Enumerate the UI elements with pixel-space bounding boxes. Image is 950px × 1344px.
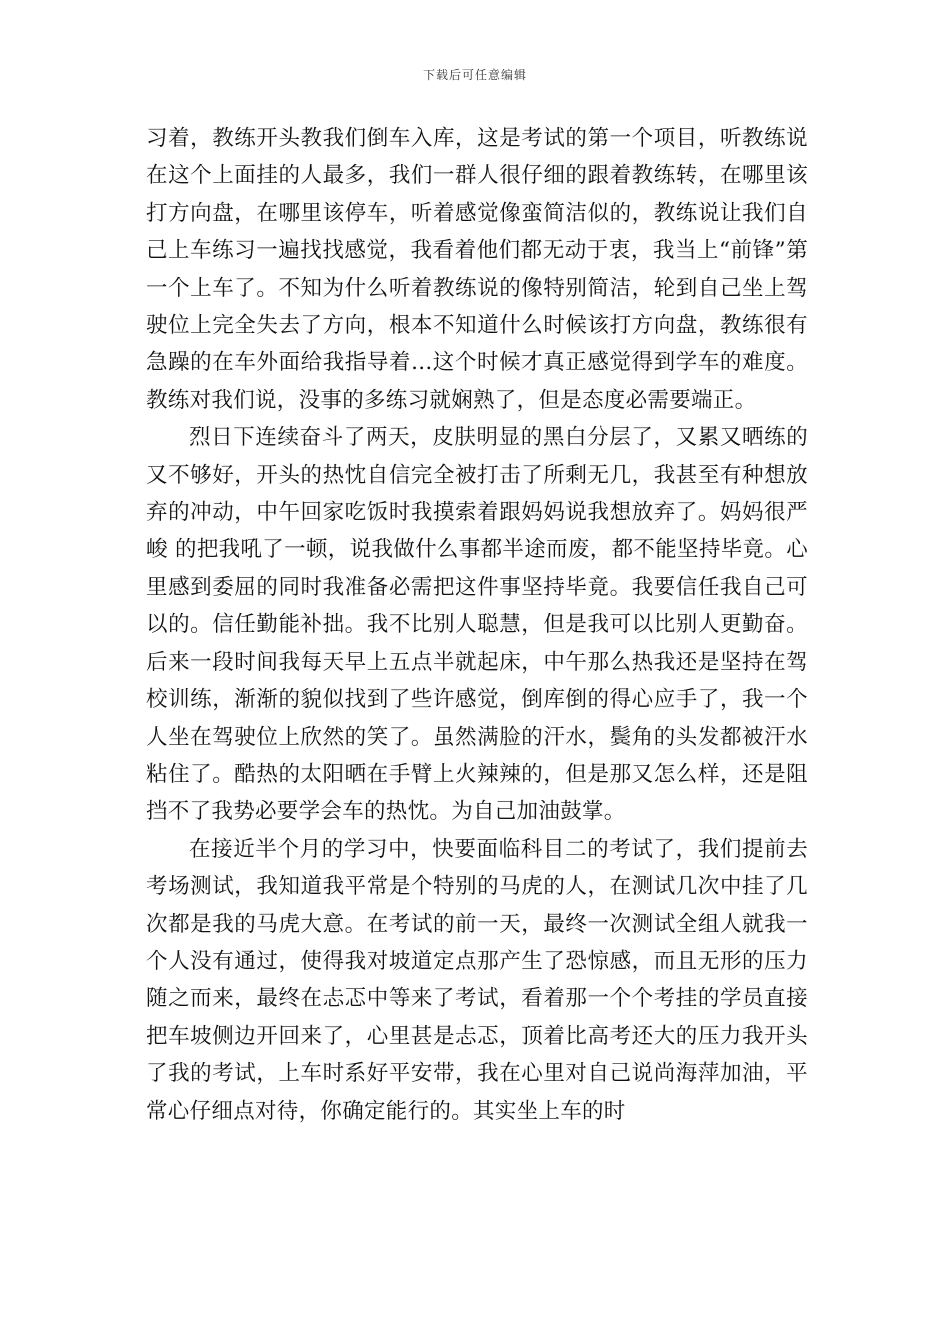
paragraph-1: 习着，教练开头教我们倒车入库，这是考试的第一个项目，听教练说在这个上面挂的人最多，我们一群人很仔细的跟着教练转，在哪里该打方向盘，在哪里该停车，听着感觉像蛮简洁似的，教练说让我们自己上车练习一遍找找感觉，我看着他们都无动于衷，我当上“前锋”第一个上车了。不知为什么听着教练说的像特别简洁，轮到自己坐上驾驶位上完全失去了方向，根本不知道什么时候该打方向盘，教练很有急躁的在车外面给我指导着...这个时候才真正感觉得到学车的难度。教练对我们说，没事的多练习就娴熟了，但是态度必需要端正。: [146, 126, 808, 413]
page-header: 下载后可任意编辑: [422, 68, 527, 82]
paragraph-2: 烈日下连续奋斗了两天，皮肤明显的黑白分层了，又累又晒练的又不够好，开头的热忱自信完全被打击了所剩无几，我甚至有种想放弃的冲动，中午回家吃饭时我摸索着跟妈妈说我想放弃了。妈妈很严峻 的把我吼了一顿，说我做什么事都半途而废，都不能坚持毕竟。心里感到委屈的同时我准备必需把这件事坚持毕竟。我要信任我自己可以的。信任勤能补拙。我不比别人聪慧，但是我可以比别人更勤奋。后来一段时间我每天早上五点半就起床，中午那么热我还是坚持在驾校训练，渐渐的貌似找到了些许感觉，倒库倒的得心应手了，我一个人坐在驾驶位上欣然的笑了。虽然满脸的汗水，鬓角的头发都被汗水粘住了。酷热的太阳晒在手臂上火辣辣的，但是那又怎么样，还是阻挡不了我势必要学会车的热忱。为自己加油鼓掌。: [146, 425, 808, 825]
body-text: [146, 120, 808, 1130]
paragraph-3: 在接近半个月的学习中，快要面临科目二的考试了，我们提前去考场测试，我知道我平常是个特别的马虎的人，在测试几次中挂了几次都是我的马虎大意。在考试的前一天，最终一次测试全组人就我一个人没有通过，使得我对坡道定点那产生了恐惊感，而且无形的压力随之而来，最终在忐忑中等来了考试，看着那一个个考挂的学员直接把车坡侧边开回来了，心里甚是忐忑，顶着比高考还大的压力我开头了我的考试，上车时系好平安带，我在心里对自己说尚海萍加油，平常心仔细点对待，你确定能行的。其实坐上车的时: [146, 836, 808, 1124]
